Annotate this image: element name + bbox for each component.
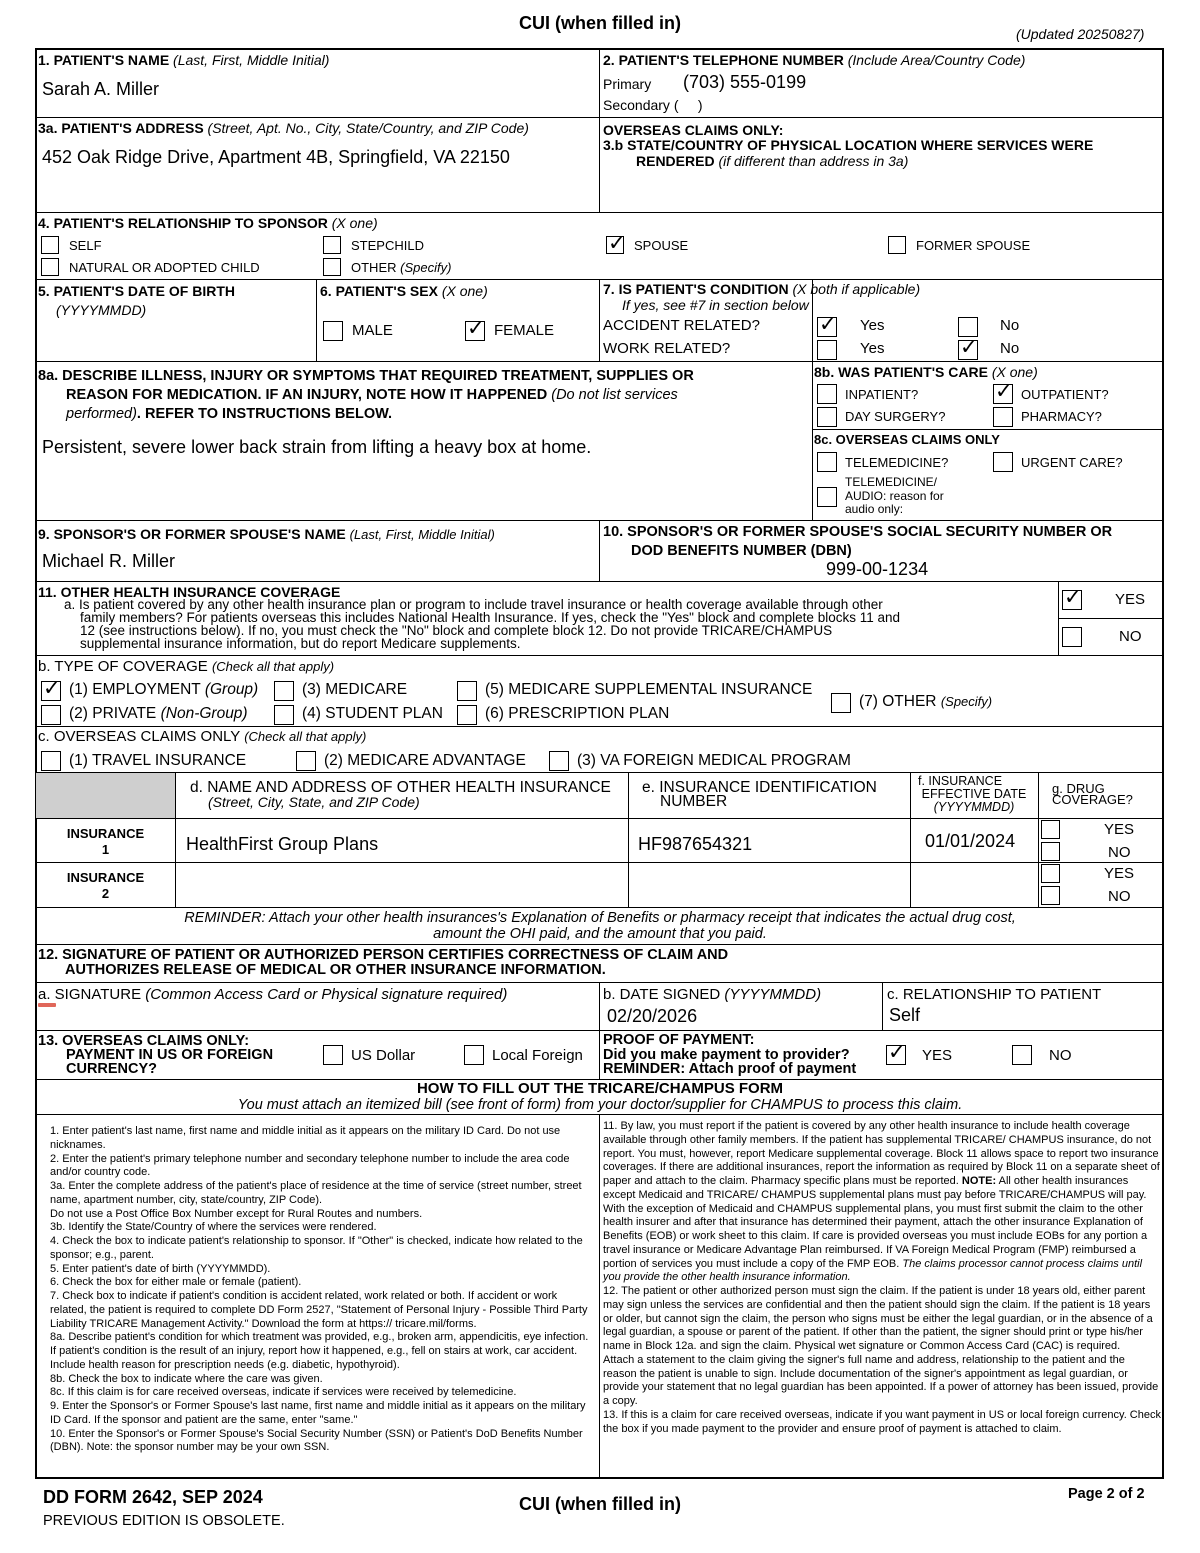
male-checkbox[interactable]: [323, 321, 343, 341]
work-label: WORK RELATED?: [603, 340, 731, 357]
other-coverage-label: (7) OTHER (Specify): [859, 693, 993, 710]
how-to-title: HOW TO FILL OUT THE TRICARE/CHAMPUS FORM: [416, 1080, 784, 1097]
instructions-left: 1. Enter patient's last name, first name and middle initial as it appears on the military ID Card. Do not use nicknames. 2. Enter the patient's primary telephone number and secondary telephone number to include the area code and/or country code. 3a. Enter the complete address of the patient's place of residence at the time of service (street number, street name, apartment number, city, state/country, ZIP Code). Do not use a Post Office Box Number except for Rural Routes and numbers. 3b. Identify the State/Country of where the services were rendered. 4. Check the box to indicate patient's relationship to sponsor. If "Other" is checked, indicate how related to the sponsor; e.g., parent. 5. Enter patient's date of birth (YYYYMMDD). 6. Check the box for either male or female (patient). 7. Check box to indicate if patient's condition is accident related, work related or both. If accident or work related, the patient is required to complete DD Form 2527, "Statement of Personal Injury - Possible Third Party Liability TRICARE Management Activity." Download the form at https:// tricare.mil/forms. 8a. Describe patient's condition for which treatment was provided, e.g., broken arm, appendicitis, eye infection. If patient's condition is the result of an injury, report how it happened, e.g., fell on stairs at work, car accident. Include health reason for prescription needs (e.g. diabetic, hypothyroid). 8b. Check the box to indicate where the care was given. 8c. If this claim is for care received overseas, indicate if services were received by telemedicine. 9. Enter the Sponsor's or Former Spouse's last name, first name and middle initial as it appears on the military ID Card. If the sponsor and patient are the same, enter "same." 10. Enter the Sponsor's or Former Spouse's Social Security Number (SSN) or Patient's DoD Benefits Number (DBN). Note: the sponsor number may be your own SSN.: [50, 1125, 589, 1454]
female-checkbox[interactable]: [465, 316, 485, 341]
b12-label: 12. SIGNATURE OF PATIENT OR AUTHORIZED PERSON CERTIFIES CORRECTNESS OF CLAIM AND AUTHORIZES RELEASE OF MEDICAL OR OTHER INSURANCE INFORMATION.: [38, 947, 729, 978]
b10-label1: 10. SPONSOR'S OR FORMER SPOUSE'S SOCIAL SECURITY NUMBER OR: [603, 524, 1113, 540]
medicare-checkbox[interactable]: [274, 681, 294, 701]
ins1-drug-yes-label: YES: [1104, 821, 1135, 838]
date-signed-field[interactable]: 02/20/2026: [607, 1006, 698, 1026]
b8a-line2: REASON FOR MEDICATION. IF AN INJURY, NOTE HOW IT HAPPENED (Do not list services: [66, 387, 678, 403]
instructions-right: 11. By law, you must report if the patient is covered by any other health insurance to include health coverage available through other family members. If the patient has supplemental TRICARE/ CHAMPUS insurance, do not report. You must, however, report Medicare supplemental coverage. Block 11 allows space to report two insurance coverages. If there are additional insurances, report the information as required by Block 11 on a separate sheet of paper and attach to the claim. Pharmacy specific plans must be reported. NOTE: All other health insurances except Medicaid and TRICARE/ CHAMPUS supplemental plans must pay before TRICARE/CHAMPUS will pay. With the exception of Medicaid and CHAMPUS supplemental plans, you must first submit the claim to the other health insurer and after that insurance has determined their payment, attach the other insurance Explanation of Benefits (EOB) or work sheet to this claim. If care is provided overseas you must include EOBs for any portion a travel insurance or Medicare Advantage Plan reimbursed. If VA Foreign Medical Program (FMP) reimbursed a portion of services you must include a copy of the FMP EOB. The claims processor cannot process claims until you provide the other health insurance information. 12. The patient or other authorized person must sign the claim. If the patient is under 18 years old, either parent may sign unless the services are confidential and then the patient should sign the claim. If the patient is 18 years or older, but cannot sign the claim, the person who signs must be either the legal guardian, or in the absence of a legal guardian, a spouse or parent of the patient. If other than the patient, the signer should print or type his/her name in Block 12a. and sign the claim. Physical wet signature or Common Access Card (CAC) is required. Attach a statement to the claim giving the signer's full name and address, relationship to the patient and the reason the patient is unable to sign. Include documentation of the signer's appointment as legal guardian, or provide your statement that no legal guardian has been appointed. If a power of attorney has been issued, provide a copy. 13. If this is a claim for care received overseas, indicate if you want payment in US or local foreign currency. Check the box if you made payment to the provider and ensure proof of payment is attached to claim.: [603, 1120, 1161, 1435]
female-label: FEMALE: [494, 322, 555, 339]
insurance1-name-field[interactable]: HealthFirst Group Plans: [186, 834, 379, 854]
medicare-advantage-checkbox[interactable]: [296, 751, 316, 771]
b8b-label: 8b. WAS PATIENT'S CARE (X one): [814, 364, 1038, 380]
ohi-yes-label: YES: [1115, 591, 1146, 608]
b9-label: 9. SPONSOR'S OR FORMER SPOUSE'S NAME (Last, First, Middle Initial): [38, 526, 495, 542]
outpatient-checkbox[interactable]: [993, 379, 1013, 404]
relationship-field[interactable]: Self: [889, 1005, 921, 1025]
page-number: Page 2 of 2: [1068, 1486, 1145, 1502]
ins2-drug-no-checkbox[interactable]: [1041, 886, 1060, 905]
primary-phone-field[interactable]: (703) 555-0199: [683, 72, 807, 92]
ohi-yes-checkbox[interactable]: [1062, 585, 1082, 610]
medicare-advantage-label: (2) MEDICARE ADVANTAGE: [324, 752, 526, 769]
outpatient-label: OUTPATIENT?: [1021, 387, 1109, 402]
tele-audio-label: TELEMEDICINE/ AUDIO: reason for audio only:: [845, 475, 944, 516]
private-checkbox[interactable]: [41, 705, 61, 725]
b6-label: 6. PATIENT'S SEX (X one): [320, 283, 488, 299]
stepchild-label: STEPCHILD: [351, 238, 424, 253]
us-dollar-label: US Dollar: [351, 1047, 416, 1064]
urgent-care-checkbox[interactable]: [993, 452, 1013, 472]
b2-label: 2. PATIENT'S TELEPHONE NUMBER (Include Area/Country Code): [603, 52, 1026, 68]
telemedicine-checkbox[interactable]: [817, 452, 837, 472]
b11c-label: c. OVERSEAS CLAIMS ONLY (Check all that apply): [38, 728, 367, 745]
col-f-header: f. INSURANCE EFFECTIVE DATE (YYYYMMDD): [918, 774, 1027, 814]
ins2-drug-yes-label: YES: [1104, 865, 1135, 882]
day-surgery-checkbox[interactable]: [817, 407, 837, 427]
local-foreign-checkbox[interactable]: [464, 1045, 484, 1065]
sponsor-name-field[interactable]: Michael R. Miller: [42, 551, 176, 571]
check-icon: ✓: [819, 312, 837, 336]
check-icon: ✓: [960, 335, 978, 359]
travel-insurance-checkbox[interactable]: [41, 751, 61, 771]
b12a-label: a. SIGNATURE (Common Access Card or Physical signature required): [38, 986, 508, 1003]
employment-checkbox[interactable]: [41, 676, 61, 701]
b5-label: 5. PATIENT'S DATE OF BIRTH: [38, 283, 235, 299]
ins1-drug-no-label: NO: [1108, 844, 1131, 861]
student-plan-label: (4) STUDENT PLAN: [302, 705, 443, 722]
b3a-label: 3a. PATIENT'S ADDRESS (Street, Apt. No., City, State/Country, and ZIP Code): [38, 120, 529, 136]
tele-audio-checkbox[interactable]: [817, 487, 837, 507]
accident-yes-label: Yes: [860, 317, 885, 334]
us-dollar-checkbox[interactable]: [323, 1045, 343, 1065]
day-surgery-label: DAY SURGERY?: [845, 409, 946, 424]
updated-date: (Updated 20250827): [1016, 26, 1145, 42]
check-icon: ✓: [467, 316, 485, 340]
header-cui: CUI (when filled in): [519, 13, 681, 33]
natural-child-checkbox[interactable]: [41, 258, 59, 276]
accident-no-checkbox[interactable]: [958, 317, 978, 337]
form-number: DD FORM 2642, SEP 2024: [43, 1487, 263, 1507]
payment-yes-label: YES: [922, 1047, 953, 1064]
work-no-label: No: [1000, 340, 1020, 357]
self-checkbox[interactable]: [41, 236, 59, 254]
insurance2-name-field[interactable]: [178, 865, 626, 905]
inpatient-label: INPATIENT?: [845, 387, 919, 402]
service-location-field[interactable]: [603, 170, 1159, 208]
sponsor-ssn-field[interactable]: 999-00-1234: [826, 559, 929, 579]
insurance2-date-field[interactable]: [913, 865, 1036, 905]
check-icon: ✓: [995, 379, 1013, 403]
spouse-label: SPOUSE: [634, 238, 689, 253]
other-coverage-checkbox[interactable]: [831, 693, 851, 713]
stepchild-checkbox[interactable]: [323, 236, 341, 254]
b7-label: 7. IS PATIENT'S CONDITION (X both if applicable): [603, 281, 921, 297]
payment-no-checkbox[interactable]: [1012, 1045, 1032, 1065]
travel-insurance-label: (1) TRAVEL INSURANCE: [69, 752, 247, 769]
ins1-drug-yes-checkbox[interactable]: [1041, 820, 1060, 839]
b7-hint2: If yes, see #7 in section below: [622, 297, 809, 313]
b3b-overseas: OVERSEAS CLAIMS ONLY:: [603, 122, 784, 138]
va-foreign-label: (3) VA FOREIGN MEDICAL PROGRAM: [577, 752, 851, 769]
b10-label2: DOD BENEFITS NUMBER (DBN): [631, 543, 852, 559]
b11b-label: b. TYPE OF COVERAGE (Check all that apply): [38, 658, 335, 675]
b3b-label2: RENDERED (if different than address in 3a): [636, 153, 909, 169]
b12b-label: b. DATE SIGNED (YYYYMMDD): [603, 986, 822, 1003]
proof-of-payment-label: PROOF OF PAYMENT: Did you make payment to provider? REMINDER: Attach proof of payment: [603, 1032, 857, 1077]
natural-child-label: NATURAL OR ADOPTED CHILD: [69, 260, 260, 275]
payment-no-label: NO: [1049, 1047, 1072, 1064]
ohi-reminder: REMINDER: Attach your other health insurances's Explanation of Benefits or pharmacy receipt that indicates the actual drug cost, amount the OHI paid, and the amount that you paid.: [184, 910, 1016, 942]
va-foreign-checkbox[interactable]: [549, 751, 569, 771]
other-label: OTHER (Specify): [351, 260, 452, 275]
accident-no-label: No: [1000, 317, 1020, 334]
telemedicine-label: TELEMEDICINE?: [845, 455, 949, 470]
ins1-drug-no-checkbox[interactable]: [1041, 842, 1060, 861]
medicare-label: (3) MEDICARE: [302, 681, 408, 698]
other-checkbox[interactable]: [323, 258, 341, 276]
check-icon: ✓: [888, 1040, 906, 1064]
check-icon: ✓: [608, 231, 626, 255]
b8c-label: 8c. OVERSEAS CLAIMS ONLY: [814, 432, 1000, 447]
dob-field[interactable]: [40, 320, 310, 356]
col-e-header: e. INSURANCE IDENTIFICATION NUMBER: [642, 779, 877, 810]
b13-label: 13. OVERSEAS CLAIMS ONLY: PAYMENT IN US OR FOREIGN CURRENCY?: [38, 1033, 274, 1077]
grey-cell: [36, 773, 175, 818]
b11-a-text: a. Is patient covered by any other health insurance plan or program to include travel insurance or health coverage available through other family members? For patients overseas this includes National Health Insurance. If yes, check the "Yes" block and complete blocks 11 and 12 (see instructions below). If no, you must check the "No" block and complete block 12. Do not provide TRICARE/CHAMPUS supplemental insurance information, but do report Medicare supplements.: [64, 597, 900, 651]
b3b-label: 3.b STATE/COUNTRY OF PHYSICAL LOCATION WHERE SERVICES WERE: [603, 137, 1094, 153]
sign-flag-icon: [38, 1003, 56, 1007]
spouse-checkbox[interactable]: [606, 231, 626, 255]
how-to-subtitle: You must attach an itemized bill (see front of form) from your doctor/supplier for CHAMPUS to process this claim.: [237, 1097, 963, 1113]
insurance1-id-field[interactable]: HF987654321: [638, 834, 753, 854]
former-spouse-label: FORMER SPOUSE: [916, 238, 1031, 253]
col-d-header: d. NAME AND ADDRESS OF OTHER HEALTH INSURANCE (Street, City, State, and ZIP Code): [190, 779, 611, 810]
insurance2-id-field[interactable]: [631, 865, 908, 905]
urgent-care-label: URGENT CARE?: [1021, 455, 1123, 470]
male-label: MALE: [352, 322, 393, 339]
self-label: SELF: [69, 238, 102, 253]
patient-address-field[interactable]: 452 Oak Ridge Drive, Apartment 4B, Springfield, VA 22150: [42, 147, 510, 167]
work-no-checkbox[interactable]: [958, 335, 978, 360]
pharmacy-label: PHARMACY?: [1021, 409, 1102, 424]
work-yes-checkbox[interactable]: [817, 340, 837, 360]
col-g-header: g. DRUG COVERAGE?: [1052, 781, 1133, 807]
ohi-no-checkbox[interactable]: [1062, 627, 1082, 647]
private-label: (2) PRIVATE (Non-Group): [69, 705, 248, 722]
medicare-supplemental-checkbox[interactable]: [457, 681, 477, 701]
former-spouse-checkbox[interactable]: [888, 236, 906, 254]
insurance2-label: INSURANCE 2: [66, 870, 145, 901]
local-foreign-label: Local Foreign: [492, 1047, 583, 1064]
check-icon: ✓: [1064, 585, 1082, 609]
pharmacy-checkbox[interactable]: [993, 407, 1013, 427]
signature-field[interactable]: [40, 1008, 595, 1028]
illness-description-field[interactable]: Persistent, severe lower back strain from lifting a heavy box at home.: [42, 437, 592, 457]
accident-label: ACCIDENT RELATED?: [603, 317, 760, 334]
b1-label: 1. PATIENT'S NAME (Last, First, Middle Initial): [38, 52, 330, 68]
primary-label: Primary: [603, 76, 652, 92]
work-yes-label: Yes: [860, 340, 885, 357]
medicare-supplemental-label: (5) MEDICARE SUPPLEMENTAL INSURANCE: [485, 681, 813, 698]
b8a-line3: performed). REFER TO INSTRUCTIONS BELOW.: [66, 406, 393, 422]
b11-label: 11. OTHER HEALTH INSURANCE COVERAGE: [38, 584, 341, 600]
insurance1-label: INSURANCE 1: [66, 826, 145, 857]
b5-hint: (YYYYMMDD): [56, 302, 147, 318]
check-icon: ✓: [43, 676, 61, 700]
prescription-plan-checkbox[interactable]: [457, 705, 477, 725]
b4-label: 4. PATIENT'S RELATIONSHIP TO SPONSOR (X one): [38, 215, 378, 231]
obsolete-note: PREVIOUS EDITION IS OBSOLETE.: [43, 1513, 285, 1529]
inpatient-checkbox[interactable]: [817, 384, 837, 404]
ohi-no-label: NO: [1119, 628, 1142, 645]
patient-name-field[interactable]: Sarah A. Miller: [42, 79, 160, 99]
ins2-drug-yes-checkbox[interactable]: [1041, 864, 1060, 883]
footer-cui: CUI (when filled in): [519, 1494, 681, 1514]
ins2-drug-no-label: NO: [1108, 888, 1131, 905]
b12c-label: c. RELATIONSHIP TO PATIENT: [887, 986, 1102, 1003]
payment-yes-checkbox[interactable]: [886, 1040, 906, 1065]
prescription-plan-label: (6) PRESCRIPTION PLAN: [485, 705, 670, 722]
b8a-line1: 8a. DESCRIBE ILLNESS, INJURY OR SYMPTOMS THAT REQUIRED TREATMENT, SUPPLIES OR: [38, 368, 694, 384]
secondary-phone-field[interactable]: Secondary ( ): [603, 97, 703, 113]
accident-yes-checkbox[interactable]: [817, 312, 837, 337]
student-plan-checkbox[interactable]: [274, 705, 294, 725]
employment-label: (1) EMPLOYMENT (Group): [69, 681, 259, 698]
insurance1-date-field[interactable]: 01/01/2024: [925, 831, 1016, 851]
